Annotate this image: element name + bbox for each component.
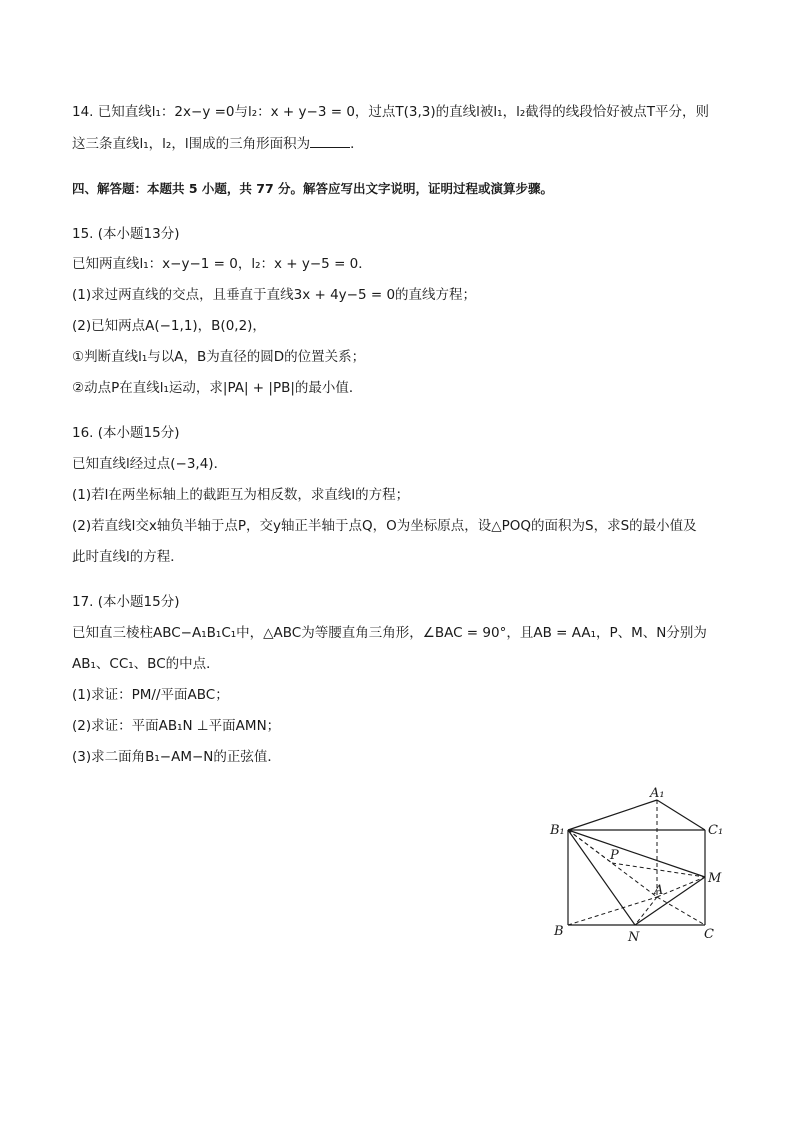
label-n: N: [628, 930, 640, 945]
q17-part-1: (1)求证：PM//平面ABC；: [72, 687, 229, 703]
label-a1: A₁: [650, 786, 665, 801]
edge-b1-m: [568, 830, 705, 877]
q14-line-2: [72, 134, 722, 154]
edge-b1-n: [568, 830, 635, 925]
edge-a1-c1: [657, 800, 705, 830]
label-b: B: [554, 924, 564, 939]
edge-n-m: [635, 877, 705, 925]
q17-part-3: (3)求二面角B₁−AM−N的正弦值．: [72, 749, 281, 765]
q16-part-2b: 此时直线l的方程．: [72, 549, 184, 565]
q17-line-1: 已知直三棱柱ABC−A₁B₁C₁中，△ABC为等腰直角三角形，∠BAC = 90°，且AB = AA₁，P、M、N分别为: [72, 625, 707, 641]
edge-b1-a1: [568, 800, 657, 830]
q15-part-2: (2)已知两点A(−1,1)，B(0,2)，: [72, 318, 266, 334]
edge-a-c: [657, 897, 705, 925]
label-b1: B₁: [550, 823, 565, 838]
q15-sub-1: ①判断直线l₁与以A，B为直径的圆D的位置关系；: [72, 349, 366, 365]
edge-a-n: [635, 897, 657, 925]
answer-blank[interactable]: [310, 135, 350, 148]
q17-header: 17. (本小题15分): [72, 594, 180, 610]
q15-sub-2: ②动点P在直线l₁运动，求|PA| + |PB|的最小值．: [72, 380, 363, 396]
q16-header: 16. (本小题15分): [72, 425, 180, 441]
q16-line-1: 已知直线l经过点(−3,4)．: [72, 456, 228, 472]
q16-part-1: (1)若l在两坐标轴上的截距互为相反数，求直线l的方程；: [72, 487, 410, 503]
q14-line-2-end: ．: [350, 136, 364, 152]
section-4-title: 四、解答题：本题共 5 小题，共 77 分。解答应写出文字说明，证明过程或演算步骤。: [72, 181, 554, 196]
label-p: P: [610, 848, 619, 863]
q16-part-2a: (2)若直线l交x轴负半轴于点P，交y轴正半轴于点Q，O为坐标原点，设△POQ的面积为S，求S的最小值及: [72, 518, 697, 534]
q14-line-1: 14. 已知直线l₁：2x−y =0与l₂：x + y−3 = 0，过点T(3,3)的直线l被l₁，l₂截得的线段恰好被点T平分，则: [72, 104, 709, 120]
label-c1: C₁: [708, 823, 724, 838]
label-m: M: [708, 871, 722, 886]
q15-header: 15. (本小题13分): [72, 226, 180, 242]
label-c: C: [704, 927, 714, 942]
edge-b-a: [568, 897, 657, 925]
q15-line-1: 已知两直线l₁：x−y−1 = 0，l₂：x + y−5 = 0．: [72, 256, 372, 272]
label-a: A: [654, 883, 664, 898]
edge-b1-p-ext: [568, 830, 612, 863]
edge-p-m: [612, 863, 705, 877]
q17-line-2: AB₁、CC₁、BC的中点．: [72, 656, 220, 672]
q14-line-2-text: 这三条直线l₁，l₂，l围成的三角形面积为: [72, 136, 311, 152]
q15-part-1: (1)求过两直线的交点，且垂直于直线3x + 4y−5 = 0的直线方程；: [72, 287, 477, 303]
q17-part-2: (2)求证：平面AB₁N ⊥平面AMN；: [72, 718, 281, 734]
prism-figure: [540, 782, 740, 952]
